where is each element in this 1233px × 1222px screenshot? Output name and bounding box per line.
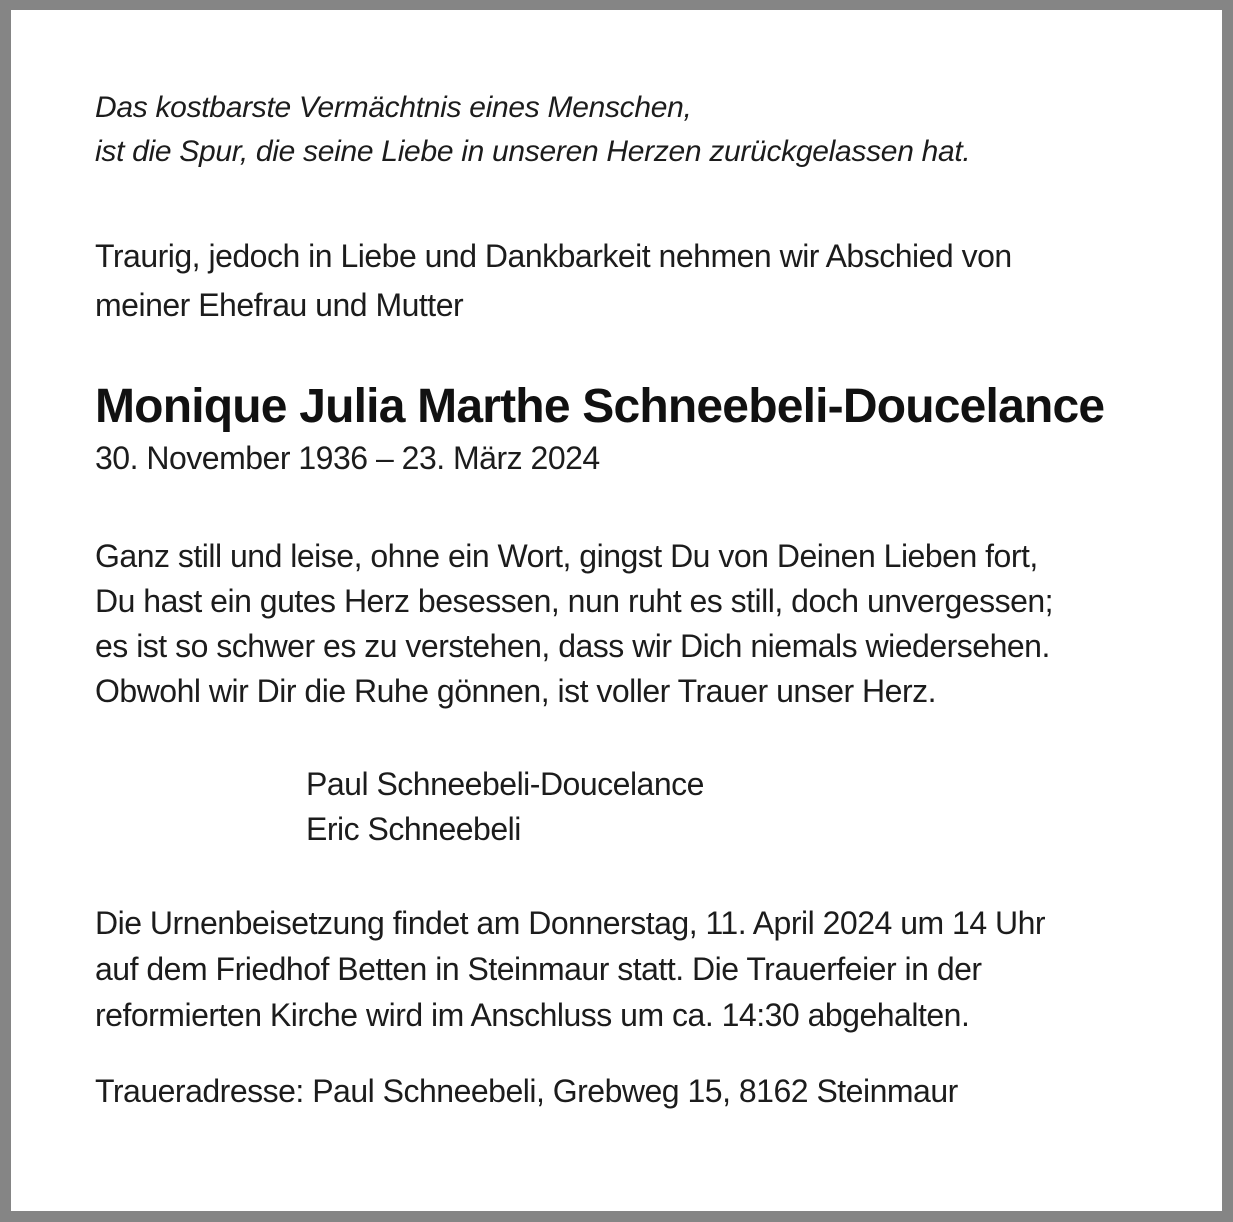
intro-line: Traurig, jedoch in Liebe und Dankbarkeit nehmen wir Abschied von [95,238,1012,274]
poem-line: Obwohl wir Dir die Ruhe gönnen, ist voller Trauer unser Herz. [95,673,936,709]
intro-text [95,232,1185,330]
service-line: Die Urnenbeisetzung findet am Donnerstag, 11. April 2024 um 14 Uhr [95,905,1046,941]
poem-line: es ist so schwer es zu verstehen, dass wir Dich niemals wiedersehen. [95,628,1050,664]
mourner-name: Paul Schneebeli-Doucelance [306,766,704,802]
mourners-list [306,762,1185,852]
memorial-poem [95,534,1185,714]
service-line: auf dem Friedhof Betten in Steinmaur statt. Die Trauerfeier in der [95,951,982,987]
mourning-address: Traueradresse: Paul Schneebeli, Grebweg 15, 8162 Steinmaur [95,1073,958,1109]
service-details [95,900,1185,1038]
poem-line: Ganz still und leise, ohne ein Wort, gingst Du von Deinen Lieben fort, [95,538,1038,574]
motto-line: ist die Spur, die seine Liebe in unseren Herzen zurückgelassen hat. [95,135,971,168]
motto-quote [95,86,1185,174]
motto-line: Das kostbarste Vermächtnis eines Menschen, [95,91,692,124]
life-dates: 30. November 1936 – 23. März 2024 [95,440,600,476]
obituary-notice [95,86,1185,1114]
poem-line: Du hast ein gutes Herz besessen, nun ruht es still, doch unvergessen; [95,583,1054,619]
mourner-name: Eric Schneebeli [306,811,521,847]
intro-line: meiner Ehefrau und Mutter [95,287,464,323]
service-line: reformierten Kirche wird im Anschluss um ca. 14:30 abgehalten. [95,997,970,1033]
deceased-name: Monique Julia Marthe Schneebeli-Doucelance [95,380,1105,433]
